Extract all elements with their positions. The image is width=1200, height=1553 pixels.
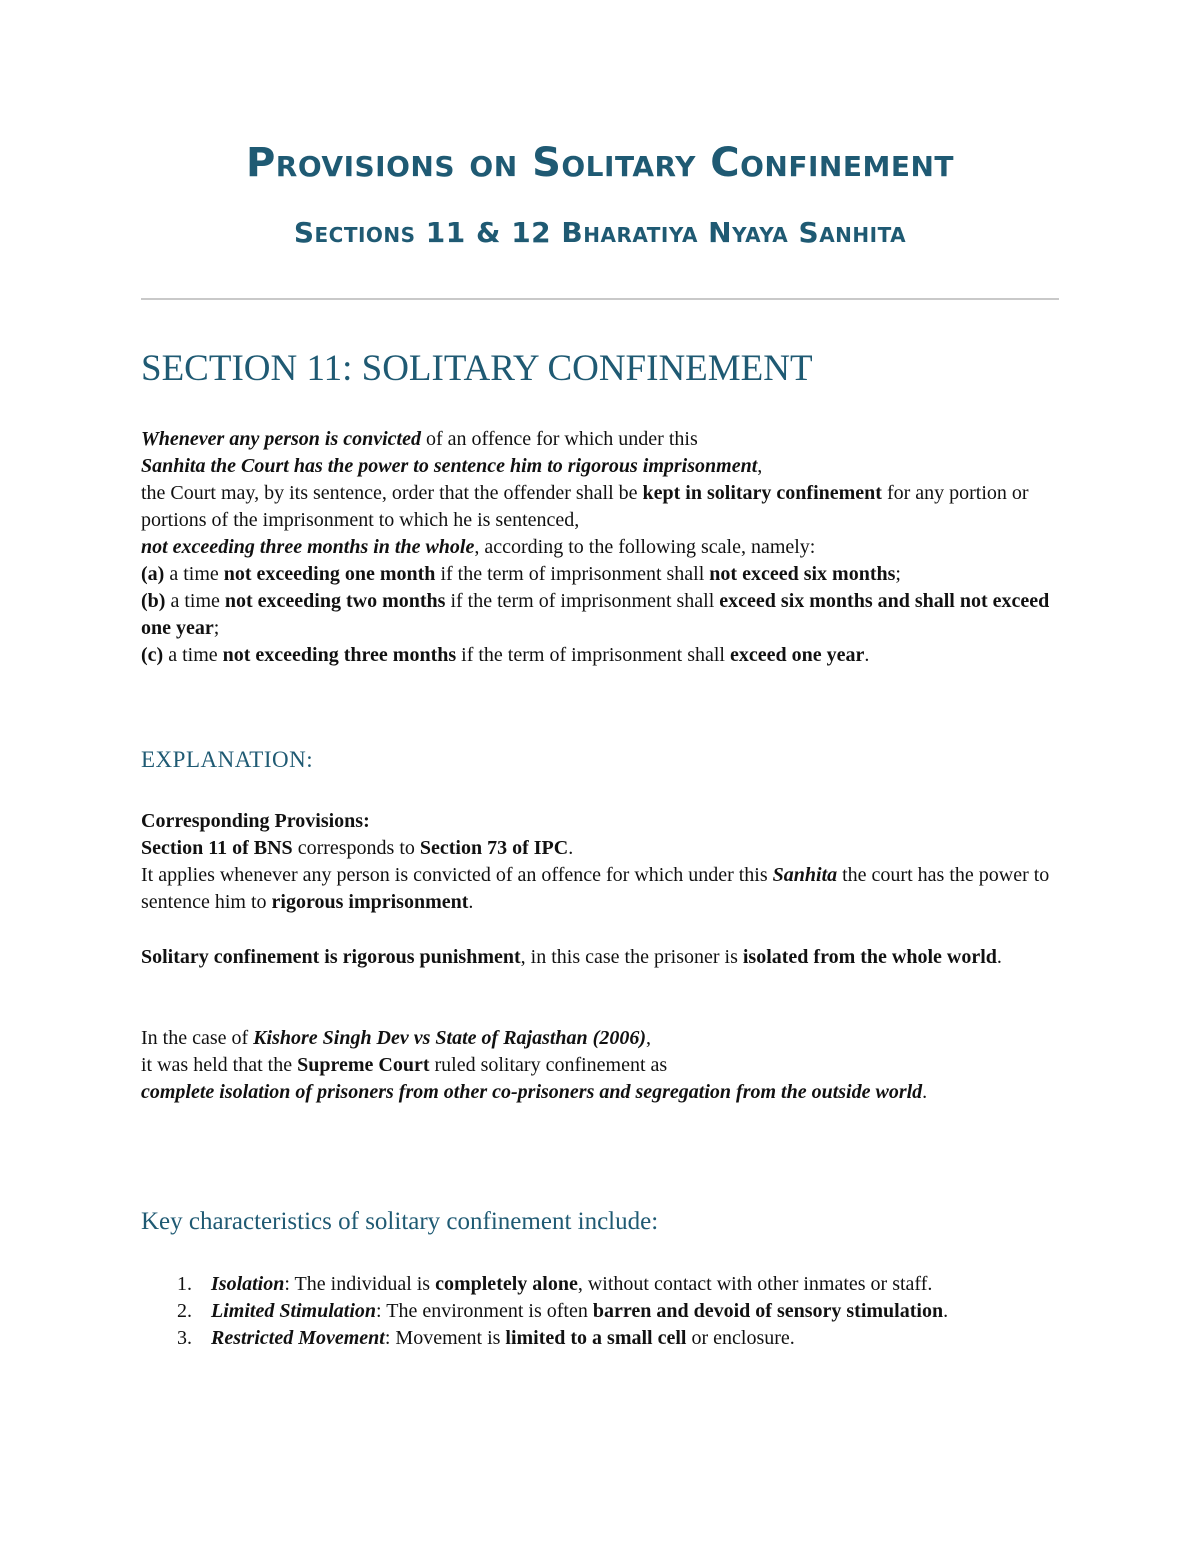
explanation-heading: EXPLANATION: <box>141 747 314 772</box>
body-text: ruled solitary confinement as <box>429 1054 668 1076</box>
list-number: 2. <box>177 1300 192 1322</box>
body-text: a time <box>163 644 223 666</box>
bold-text: exceed one year <box>729 644 865 666</box>
body-text: , according to the following scale, namely: <box>474 536 816 558</box>
list-item <box>141 1271 1041 1298</box>
bold-text: not exceeding one month <box>223 563 436 585</box>
body-text: , <box>757 455 763 477</box>
key-characteristics-list <box>141 1271 1041 1352</box>
body-text: In the case of <box>141 1027 254 1049</box>
clause-label-b: (b) <box>141 590 166 612</box>
bold-text: Section 11 of BNS <box>141 837 293 859</box>
section-11-heading: SECTION 11: SOLITARY CONFINEMENT <box>141 348 813 389</box>
list-number: 3. <box>177 1327 192 1349</box>
list-number: 1. <box>177 1273 192 1295</box>
bold-text: Solitary confinement is rigorous punishment <box>141 946 521 968</box>
list-item <box>141 1298 1041 1325</box>
emphasis-text: Sanhita <box>772 864 838 886</box>
emphasis-text: not exceeding three months in the whole <box>141 536 475 558</box>
body-text: : The environment is often <box>376 1300 593 1322</box>
case-name: Kishore Singh Dev vs State of Rajasthan (2006) <box>253 1027 646 1049</box>
body-text: the Court may, by its sentence, order that the offender shall be <box>141 482 643 504</box>
body-text: of an offence for which under this <box>420 428 698 450</box>
bold-text: not exceed six months <box>709 563 896 585</box>
body-text: , in this case the prisoner is <box>520 946 743 968</box>
emphasis-text: Whenever any person is convicted <box>141 428 421 450</box>
body-text: if the term of imprisonment shall <box>445 590 720 612</box>
clause-label-a: (a) <box>141 563 165 585</box>
bold-text: not exceeding three months <box>222 644 457 666</box>
corresponding-provisions <box>141 808 1061 916</box>
body-text: corresponds to <box>292 837 420 859</box>
body-text: . <box>468 891 474 913</box>
body-text: , <box>646 1027 651 1049</box>
document-title: Provisions on Solitary Confinement <box>245 140 954 186</box>
emphasis-text: Sanhita the Court has the power to sentence him to rigorous imprisonment <box>141 455 758 477</box>
bold-text: barren and devoid of sensory stimulation <box>592 1300 944 1322</box>
body-text: It applies whenever any person is convicted of an offence for which under this <box>141 864 773 886</box>
key-characteristics-heading: Key characteristics of solitary confinement include: <box>141 1208 659 1235</box>
list-term: Restricted Movement <box>211 1327 385 1349</box>
body-text: a time <box>165 590 225 612</box>
bold-text: limited to a small cell <box>505 1327 687 1349</box>
body-text: if the term of imprisonment shall <box>456 644 730 666</box>
emphasis-text: complete isolation of prisoners from other co-prisoners and segregation from the outside world <box>141 1081 923 1103</box>
body-text: or enclosure. <box>686 1327 795 1349</box>
body-text: . <box>864 644 870 666</box>
bold-text: not exceeding two months <box>224 590 446 612</box>
clause-label-c: (c) <box>141 644 164 666</box>
body-text: . <box>922 1081 928 1103</box>
body-text: ; <box>213 617 220 639</box>
list-term: Limited Stimulation <box>211 1300 377 1322</box>
list-term: Isolation <box>211 1273 285 1295</box>
rigorous-punishment-paragraph <box>141 944 1061 971</box>
body-text: : The individual is <box>284 1273 436 1295</box>
body-text: a time <box>164 563 224 585</box>
bold-text: Supreme Court <box>297 1054 430 1076</box>
body-text: . <box>996 946 1002 968</box>
body-text: : Movement is <box>384 1327 506 1349</box>
body-text: the court has the power to sentence him to <box>141 864 1050 913</box>
body-text: if the term of imprisonment shall <box>435 563 710 585</box>
corresponding-provisions-heading: Corresponding Provisions: <box>141 810 370 832</box>
section-11-text <box>141 426 1061 669</box>
bold-text: Section 73 of IPC <box>419 837 569 859</box>
horizontal-divider <box>141 298 1059 300</box>
bold-text: rigorous imprisonment <box>271 891 469 913</box>
body-text: , without contact with other inmates or staff. <box>577 1273 933 1295</box>
body-text: . <box>943 1300 949 1322</box>
body-text: for any portion or portions of the imprisonment to which he is sentenced, <box>141 482 1029 531</box>
case-law-paragraph <box>141 1025 1061 1106</box>
document-subtitle: Sections 11 & 12 Bharatiya Nyaya Sanhita <box>293 216 907 249</box>
body-text: . <box>568 837 574 859</box>
bold-text: exceed six months and shall not exceed one year <box>141 590 1050 639</box>
bold-text: completely alone <box>435 1273 578 1295</box>
list-item <box>141 1325 1041 1352</box>
bold-text: kept in solitary confinement <box>642 482 882 504</box>
body-text: it was held that the <box>141 1054 298 1076</box>
bold-text: isolated from the whole world <box>742 946 997 968</box>
body-text: ; <box>895 563 901 585</box>
